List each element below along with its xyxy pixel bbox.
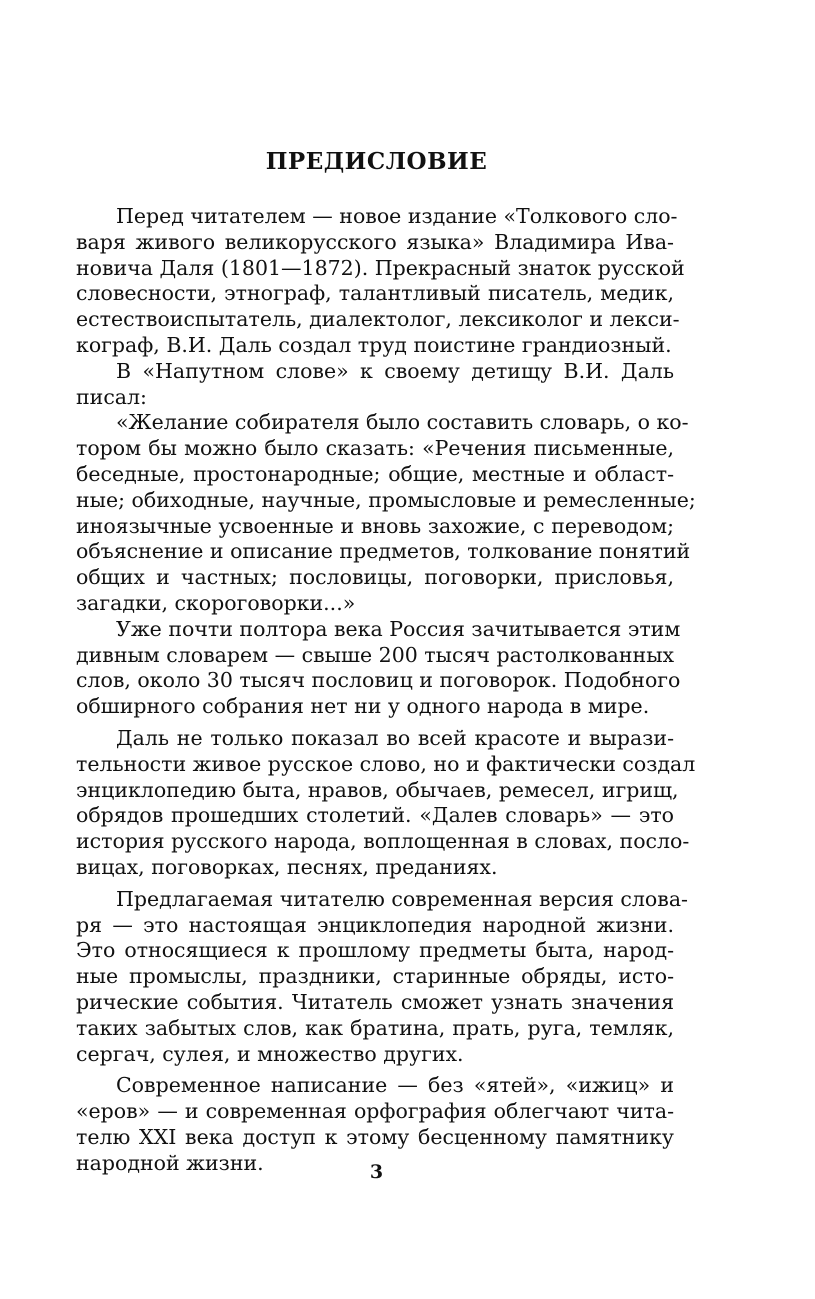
text-line: сергач, сулея, и множество других. [76, 1041, 464, 1066]
text-line: Современное написание — без «ятей», «ижиц» и [116, 1073, 674, 1098]
page-number: 3 [369, 1161, 384, 1183]
text-line: естествоиспытатель, диалектолог, лексиколог и лекси- [76, 307, 680, 332]
text-line: беседные, простонародные; общие, местные и област- [76, 461, 674, 486]
text-line: обширного собрания нет ни у одного народа в мире. [76, 694, 650, 719]
text-line: иноязычные усвоенные и вновь захожие, с переводом; [76, 513, 674, 538]
text-line: рические события. Читатель сможет узнать значения [76, 989, 674, 1014]
text-line: Перед читателем — новое издание «Толкового сло- [116, 204, 678, 228]
text-line: ря — это настоящая энциклопедия народной жизни. [76, 912, 674, 937]
text-line: Это относящиеся к прошлому предметы быта, народ- [76, 938, 674, 963]
text-line: тором бы можно было сказать: «Речения письменные, [76, 436, 674, 461]
paragraph [76, 616, 681, 720]
text-line: писал: [76, 384, 147, 409]
text-line: общих и частных; пословицы, поговорки, присловья, [76, 565, 674, 590]
text-line: Предлагаемая читателю современная версия слова- [116, 886, 688, 911]
quote-paragraph [76, 410, 696, 616]
text-line: «Желание собирателя было составить словарь, о ко- [116, 410, 689, 435]
text-line: Даль не только показал во всей красоте и вырази- [116, 725, 674, 750]
text-line: «еров» — и современная орфография облегчают чита- [76, 1099, 674, 1124]
text-line: энциклопедию быта, нравов, обычаев, ремесел, игрищ, [76, 777, 679, 802]
text-line: обрядов прошедших столетий. «Далев словарь» — это [76, 803, 674, 828]
text-line: дивным словарем — свыше 200 тысяч растолкованных [76, 642, 675, 667]
text-line: Уже почти полтора века Россия зачитывается этим [116, 616, 681, 641]
text-line: объяснение и описание предметов, толкование понятий [76, 539, 691, 564]
text-line: кограф, В.И. Даль создал труд поистине грандиозный. [76, 332, 672, 357]
text-line: народной жизни. [76, 1150, 264, 1175]
paragraph [76, 725, 696, 881]
text-line: В «Напутном слове» к своему детищу В.И. Даль [116, 358, 674, 383]
text-line: таких забытых слов, как братина, прать, руга, темляк, [76, 1015, 674, 1040]
paragraph [76, 204, 685, 359]
text-line: тельности живое русское слово, но и фактически создал [76, 751, 696, 776]
text-line: варя живого великорусского языка» Владимира Ива- [76, 229, 674, 254]
paragraph [76, 359, 674, 411]
text-line: новича Даля (1801—1872). Прекрасный знаток русской [76, 255, 685, 280]
page-title: ПРЕДИСЛОВИЕ [265, 148, 488, 175]
text-line: история русского народа, воплощенная в словах, посло- [76, 829, 690, 854]
text-line: словесности, этнограф, талантливый писатель, медик, [76, 281, 674, 306]
text-line: слов, около 30 тысяч пословиц и поговорок. Подобного [76, 668, 681, 693]
body-text [76, 204, 696, 1176]
paragraph [76, 886, 688, 1068]
text-line: телю XXI века доступ к этому бесценному памятнику [76, 1124, 674, 1149]
text-line: вицах, поговорках, песнях, преданиях. [76, 854, 498, 879]
text-line: ные промыслы, праздники, старинные обряды, исто- [76, 964, 674, 989]
text-line: загадки, скороговорки...» [76, 590, 356, 615]
text-line: ные; обиходные, научные, промысловые и ремесленные; [76, 487, 696, 512]
